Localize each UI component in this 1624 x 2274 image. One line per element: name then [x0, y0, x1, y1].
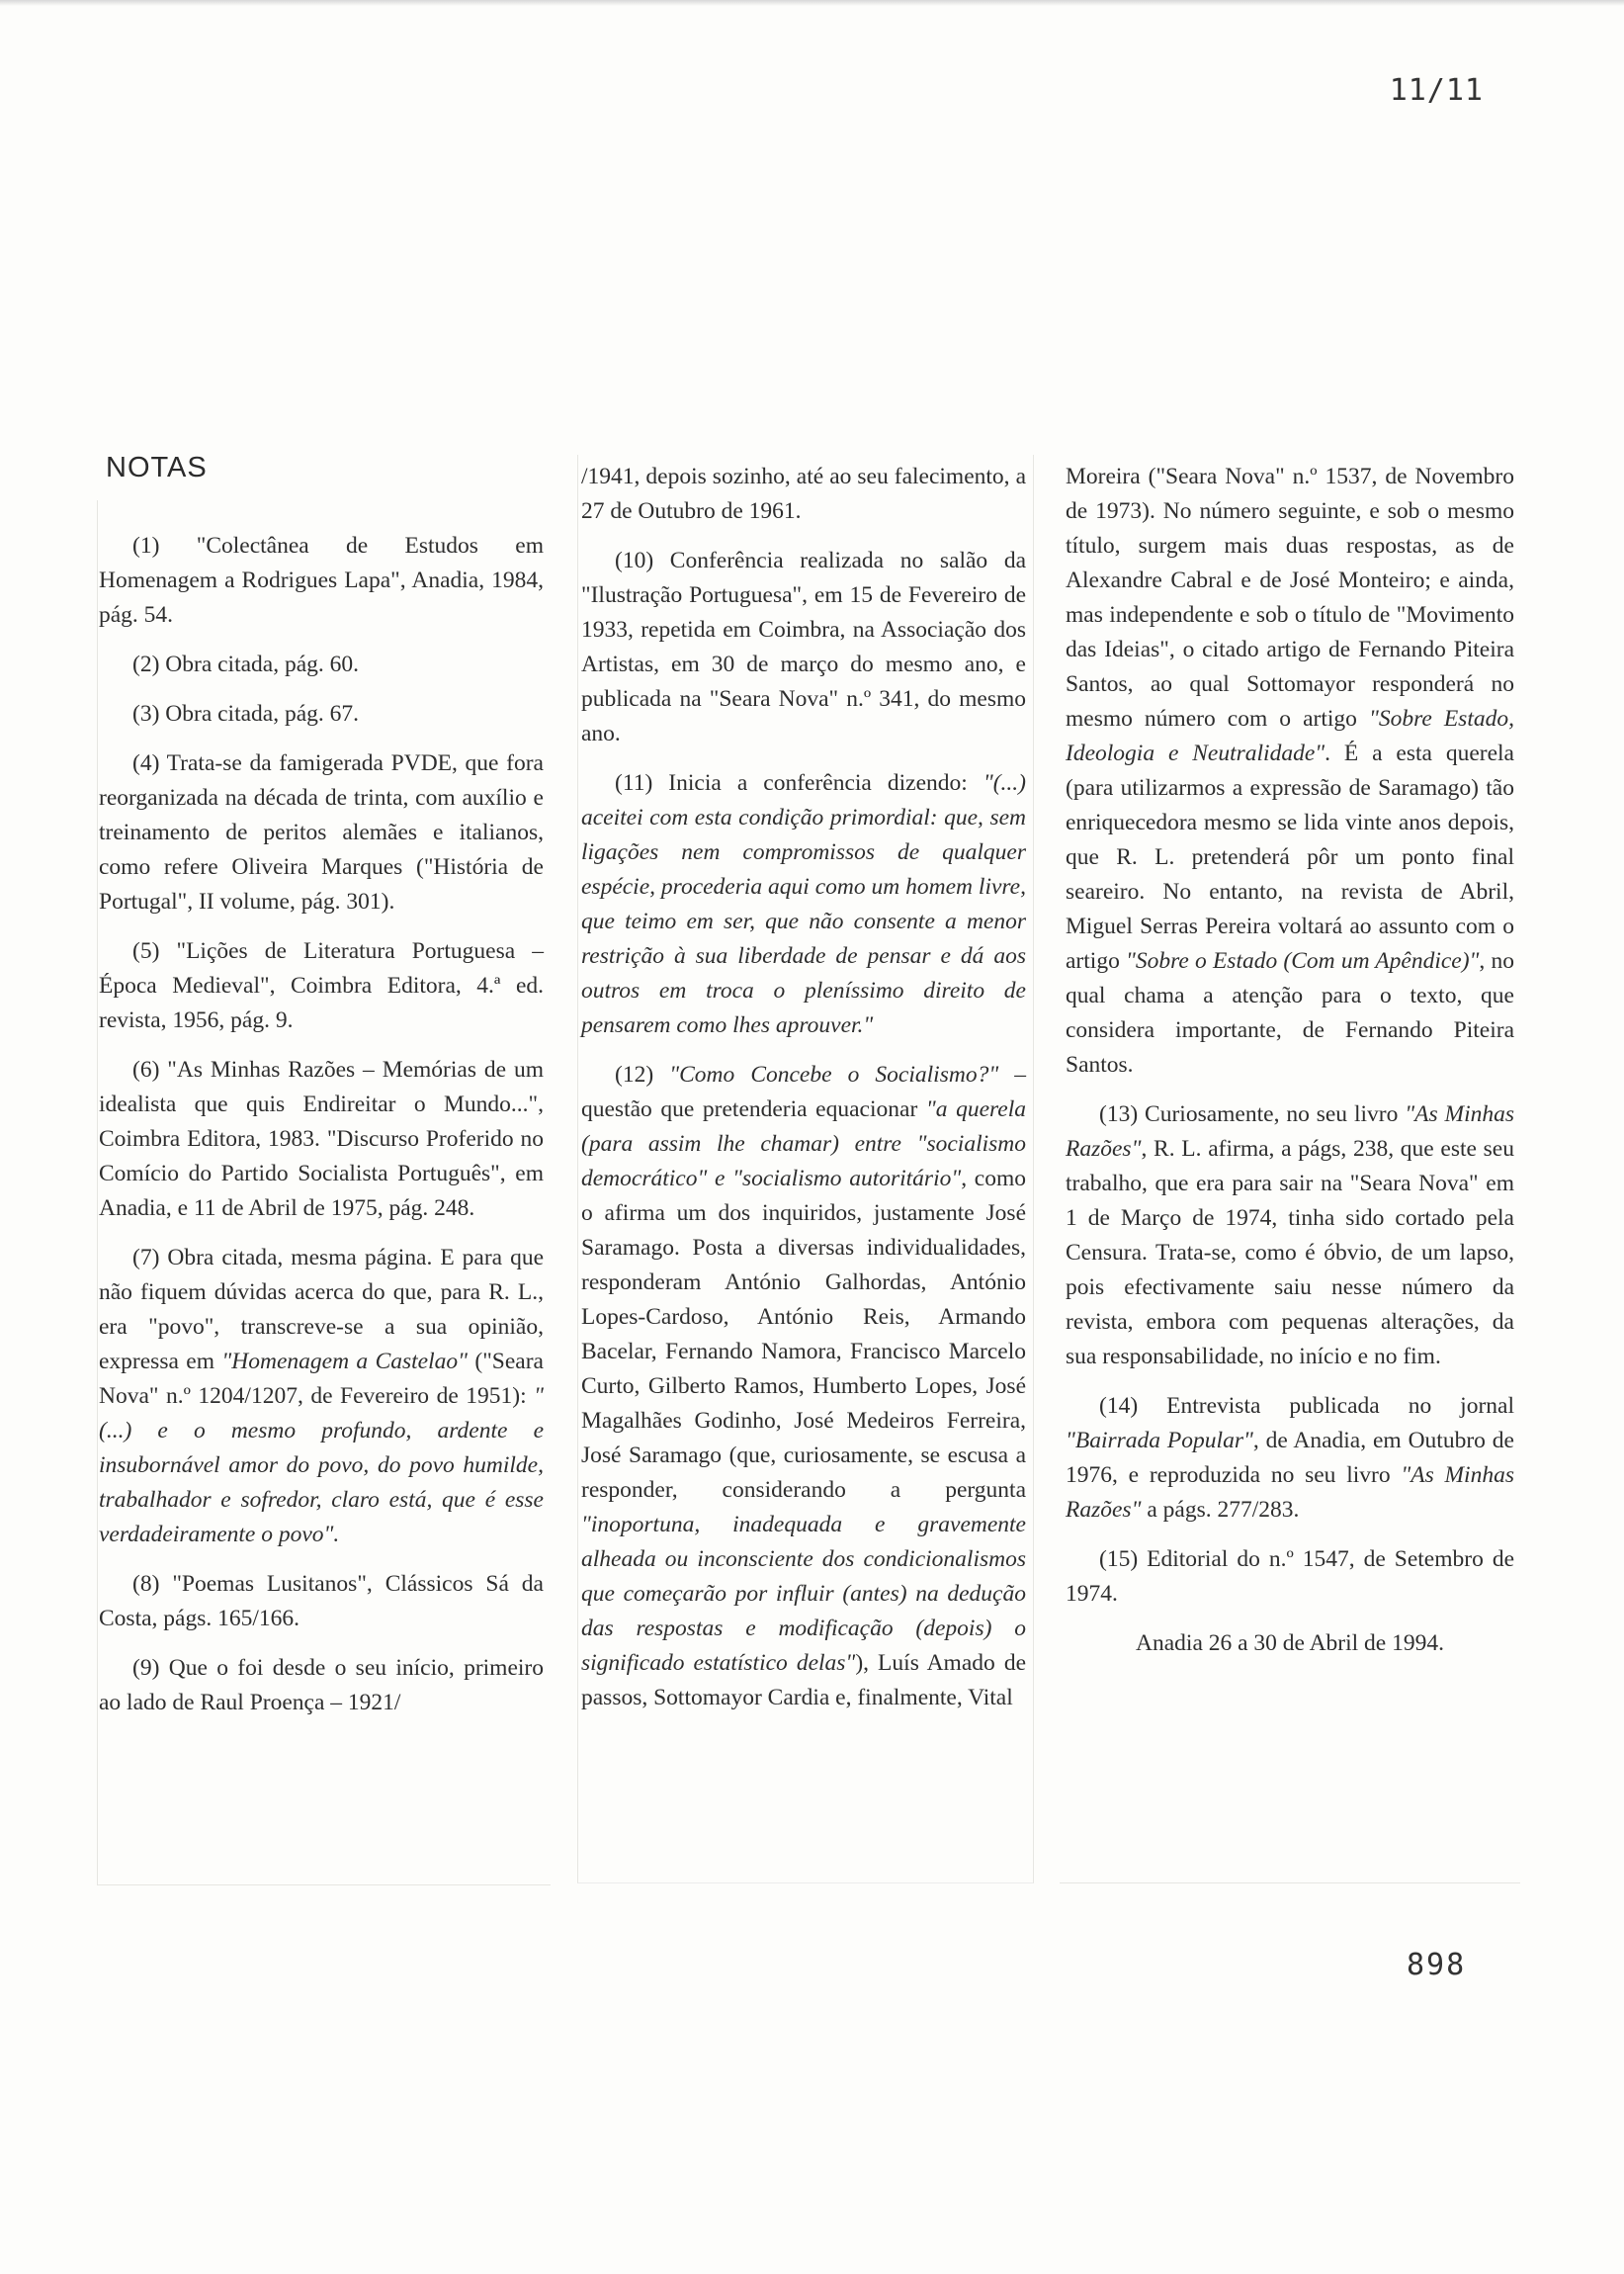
note-8: (8) "Poemas Lusitanos", Clássicos Sá da Costa, págs. 165/166.: [99, 1571, 544, 1631]
notes-column-2: [581, 460, 1026, 1730]
notes-heading: NOTAS: [106, 452, 208, 483]
note-3: (3) Obra citada, pág. 67.: [132, 701, 360, 727]
column-3-frame: [1060, 1809, 1520, 1883]
note-11: (11) Inicia a conferência dizendo: "(...) aceitei com esta condição primordial: que, sem ligações nem compromissos de qualquer espécie, procederia aqui como um homem livre, que teimo em ser, que não consente a menor restrição à sua liberdade de pensar e dá aos outros em troca o pleníssimo direito de pensarem como lhes aprouver.": [581, 770, 1026, 1038]
note-12-continued: Moreira ("Seara Nova" n.º 1537, de Novembro de 1973). No número seguinte, e sob o mesmo título, surgem mais duas respostas, as de Alexandre Cabral e de José Monteiro; e ainda, mas independente e sob o título de "Movimento das Ideias", o citado artigo de Fernando Piteira Santos, ao qual Sottomayor responderá no mesmo número com o artigo "Sobre Estado, Ideologia e Neutralidade". É a esta querela (para utilizarmos a expressão de Saramago) tão enriquecedora mesmo se lida vinte anos depois, que R. L. pretenderá pôr um ponto final seareiro. No entanto, na revista de Abril, Miguel Serras Pereira voltará ao assunto com o artigo "Sobre o Estado (Com um Apêndice)", no qual chama a atenção para o texto, que considera importante, de Fernando Piteira Santos.: [1066, 464, 1514, 1078]
note-6: (6) "As Minhas Razões – Memórias de um idealista que quis Endireitar o Mundo...", Coimbra Editora, 1983. "Discurso Proferido no Comício do Partido Socialista Português", em Anadia, e 11 de Abril de 1975, pág. 248.: [99, 1057, 544, 1221]
note-15: (15) Editorial do n.º 1547, de Setembro de 1974.: [1066, 1546, 1514, 1607]
note-9-continued: /1941, depois sozinho, até ao seu falecimento, a 27 de Outubro de 1961.: [581, 464, 1026, 524]
note-12: (12) "Como Concebe o Socialismo?" – questão que pretenderia equacionar "a querela (para assim lhe chamar) entre "socialismo democrático" e "socialismo autoritário", como o afirma um dos inquiridos, justamente José Saramago. Posta a diversas individualidades, responderam António Galhordas, António Lopes-Cardoso, António Reis, Armando Bacelar, Fernando Namora, Francisco Marcelo Curto, Gilberto Ramos, Humberto Lopes, José Magalhães Godinho, José Medeiros Ferreira, José Saramago (que, curiosamente, se escusa a responder, considerando a pergunta "inoportuna, inadequada e gravemente alheada ou inconsciente dos condicionalismos que começarão por influir (antes) na dedução das respostas e modificação (depois) o significado estatístico delas"), Luís Amado de passos, Sottomayor Cardia e, finalmente, Vital: [581, 1062, 1027, 1710]
note-9: (9) Que o foi desde o seu início, primeiro ao lado de Raul Proença – 1921/: [99, 1655, 544, 1715]
note-2: (2) Obra citada, pág. 60.: [132, 652, 360, 677]
note-7: (7) Obra citada, mesma página. E para que não fiquem dúvidas acerca do que, para R. L., era "povo", transcreve-se a sua opinião, expressa em "Homenagem a Castelao" ("Seara Nova" n.º 1204/1207, de Fevereiro de 1951): "(...) e o mesmo profundo, ardente e insubornável amor do povo, do povo humilde, trabalhador e sofredor, claro está, que é esse verdadeiramente o povo".: [99, 1245, 544, 1547]
note-14: (14) Entrevista publicada no jornal "Bairrada Popular", de Anadia, em Outubro de 1976, e reproduzida no seu livro "As Minhas Razões" a págs. 277/283.: [1066, 1393, 1514, 1523]
note-13: (13) Curiosamente, no seu livro "As Minhas Razões", R. L. afirma, a págs, 238, que este seu trabalho, que era para sair na "Seara Nova" em 1 de Março de 1974, tinha sido cortado pela Censura. Trata-se, como é óbvio, de um lapso, pois efectivamente saiu nesse número da revista, embora com pequenas alterações, da sua responsabilidade, no início e no fim.: [1066, 1101, 1514, 1369]
note-10: (10) Conferência realizada no salão da "Ilustração Portuguesa", em 15 de Fevereiro de 1933, repetida em Coimbra, na Associação dos Artistas, em 30 de março do mesmo ano, e publicada na "Seara Nova" n.º 341, do mesmo ano.: [581, 548, 1026, 746]
place-date-signoff: Anadia 26 a 30 de Abril de 1994.: [1136, 1630, 1444, 1656]
folio-number: 898: [1407, 1948, 1467, 1982]
note-1: (1) "Colectânea de Estudos em Homenagem a Rodrigues Lapa", Anadia, 1984, pág. 54.: [99, 533, 544, 628]
note-5: (5) "Lições de Literatura Portuguesa – Época Medieval", Coimbra Editora, 4.ª ed. revista, 1956, pág. 9.: [99, 938, 544, 1033]
note-4: (4) Trata-se da famigerada PVDE, que fora reorganizada na década de trinta, com auxílio e treinamento de peritos alemães e italianos, como refere Oliveira Marques ("História de Portugal", II volume, pág. 301).: [99, 750, 544, 915]
notes-column-3: [1066, 460, 1514, 1676]
scan-top-edge: [0, 0, 1624, 6]
notes-column-1: [99, 529, 544, 1735]
page-counter: 11/11: [1389, 73, 1484, 108]
